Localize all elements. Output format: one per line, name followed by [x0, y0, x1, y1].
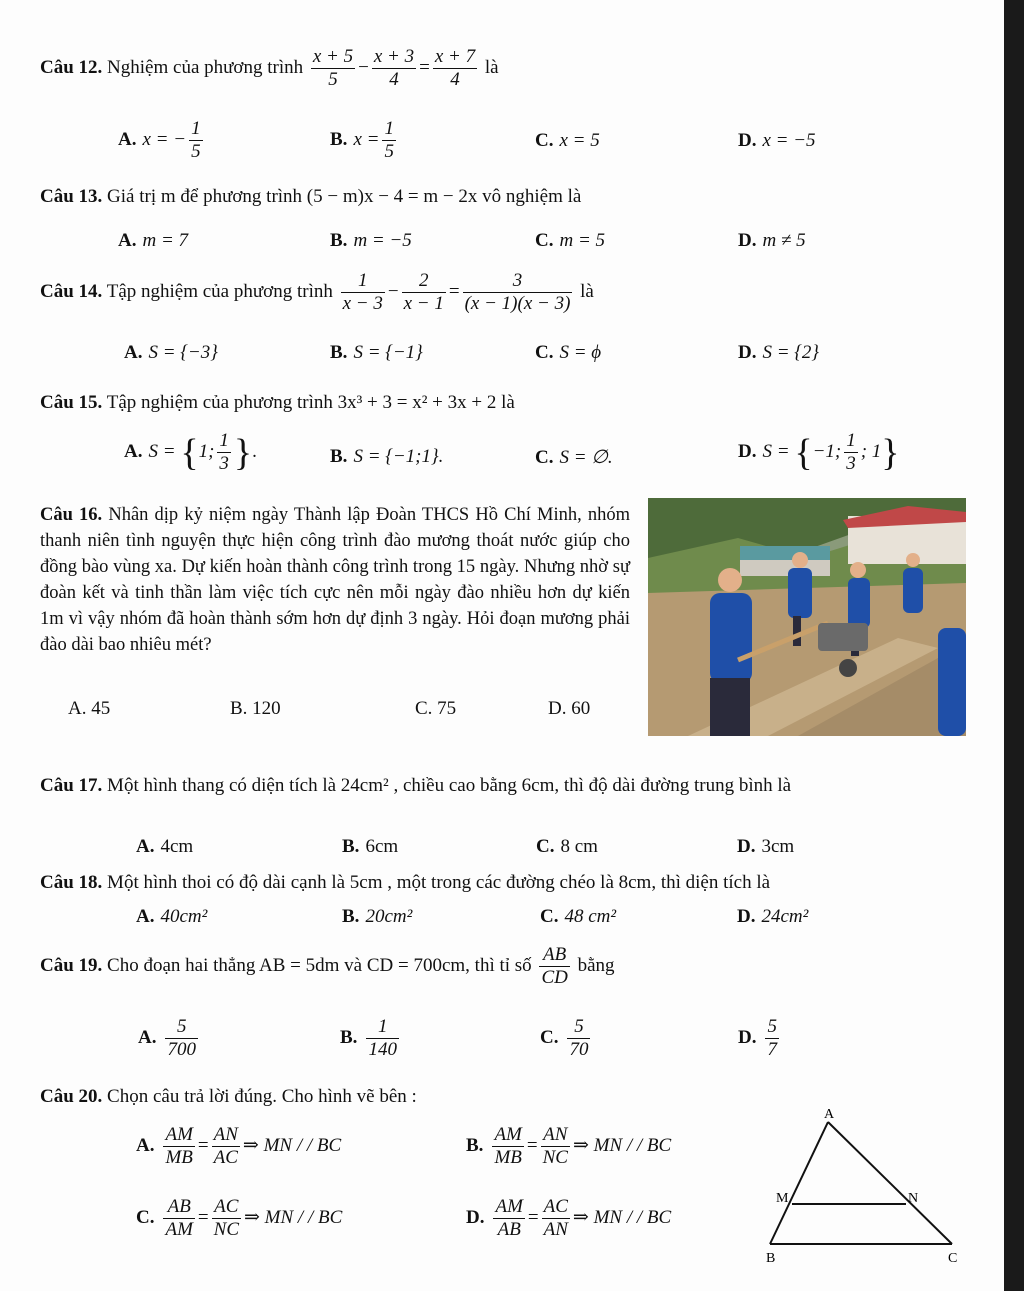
question-text: Một hình thang có diện tích là 24cm² , chiều cao bằng 6cm, thì độ dài đường trung bình là	[107, 775, 792, 796]
option-b[interactable]: B. S = {−1}	[330, 342, 423, 363]
question-text: Chọn câu trả lời đúng. Cho hình vẽ bên :	[107, 1086, 417, 1107]
option-a[interactable]: A. 4cm	[136, 836, 194, 857]
question-19: Câu 19. Cho đoạn hai thẳng AB = 5dm và CD = 700cm, thì tỉ số $\frac{AB}{CD}$ bằng	[40, 944, 615, 988]
question-text: Nhân dịp kỷ niệm ngày Thành lập Đoàn THCS Hồ Chí Minh, nhóm thanh niên tình nguyện thực hiện công trình đào mương thoát nước giúp cho đồng bào vùng xa. Dự kiến hoàn thành công trình trong 15 ngày. Nhưng nhờ sự đoàn kết và tinh thần làm việc tích cực nên mỗi ngày đào nhiều hơn dự kiến 1m vì vậy nhóm đã hoàn thành sớm hơn dự định 3 ngày. Hỏi đoạn mương phải đào dài bao nhiêu mét?	[40, 505, 630, 655]
option-a[interactable]: A. $\frac{5}{700}$	[138, 1016, 196, 1060]
option-a[interactable]: A. 40cm²	[136, 906, 208, 927]
option-d[interactable]: D. S = {2}	[738, 342, 820, 363]
option-a[interactable]: A. $\frac{AM}{MB}$ = $\frac{AN}{AC}$ ⇒ MN / / BC	[136, 1124, 342, 1168]
question-label: Câu 12.	[40, 57, 103, 79]
point-n: N	[908, 1191, 919, 1206]
point-b: B	[766, 1251, 776, 1266]
option-c[interactable]: C. m = 5	[535, 230, 606, 251]
question-16: Câu 16. Nhân dịp kỷ niệm ngày Thành lập Đoàn THCS Hồ Chí Minh, nhóm thanh niên tình nguyện thực hiện công trình đào mương thoát nước giúp cho đồng bào vùng xa. Dự kiến hoàn thành công trình trong 15 ngày. Nhưng nhờ sự đoàn kết và tinh thần làm việc tích cực nên mỗi ngày đào nhiều hơn dự kiến 1m vì vậy nhóm đã hoàn thành sớm hơn dự định 3 ngày. Hỏi đoạn mương phải đào dài bao nhiêu mét?	[40, 505, 630, 655]
option-d[interactable]: D. S = {−1; $\frac{1}{3}$ ; 1}	[738, 430, 900, 474]
dark-edge	[1004, 0, 1024, 1291]
option-b[interactable]: B. x = $\frac{1}{5}$	[330, 118, 394, 162]
option-b[interactable]: B. $\frac{1}{140}$	[340, 1016, 397, 1060]
point-a: A	[824, 1107, 835, 1122]
option-b[interactable]: B. 6cm	[342, 836, 399, 857]
option-b[interactable]: B. S = {−1;1}.	[330, 446, 444, 467]
option-c[interactable]: C. 8 cm	[536, 836, 598, 857]
question-18: Câu 18. Một hình thoi có độ dài cạnh là 5cm , một trong các đường chéo là 8cm, thì diện tích là	[40, 872, 771, 893]
point-c: C	[948, 1251, 958, 1266]
question-17: Câu 17. Một hình thang có diện tích là 24cm² , chiều cao bằng 6cm, thì độ dài đường trung bình là	[40, 775, 792, 796]
option-d[interactable]: D. $\frac{5}{7}$	[738, 1016, 777, 1060]
question-15: Câu 15. Tập nghiệm của phương trình 3x³ + 3 = x² + 3x + 2 là	[40, 392, 515, 413]
option-c[interactable]: C. S = ϕ	[535, 342, 602, 363]
option-c[interactable]: C. x = 5	[535, 130, 600, 151]
option-a[interactable]: A. S = {−3}	[124, 342, 218, 363]
option-d[interactable]: D. m ≠ 5	[738, 230, 806, 251]
option-b[interactable]: B. $\frac{AM}{MB}$ = $\frac{AN}{NC}$ ⇒ MN / / BC	[466, 1124, 672, 1168]
triangle-diagram	[756, 1104, 966, 1274]
option-a[interactable]: A. x = − $\frac{1}{5}$	[118, 118, 201, 162]
option-d[interactable]: D. x = −5	[738, 130, 816, 151]
option-a[interactable]: A. 45	[68, 698, 111, 719]
question-text: Tập nghiệm của phương trình	[106, 281, 333, 303]
option-b[interactable]: B. 20cm²	[342, 906, 413, 927]
option-d[interactable]: D. 3cm	[737, 836, 795, 857]
point-m: M	[776, 1191, 789, 1206]
option-d[interactable]: D. 24cm²	[737, 906, 809, 927]
fraction: $\frac{x + 7}{4}$	[434, 46, 476, 90]
option-d[interactable]: D. $\frac{AM}{AB}$ = $\frac{AC}{AN}$ ⇒ MN / / BC	[466, 1196, 672, 1240]
side-ab	[770, 1122, 828, 1244]
fraction: $\frac{x + 3}{4}$	[373, 46, 415, 90]
question-text: Một hình thoi có độ dài cạnh là 5cm , một trong các đường chéo là 8cm, thì diện tích là	[107, 872, 771, 893]
question-20: Câu 20. Chọn câu trả lời đúng. Cho hình vẽ bên :	[40, 1086, 417, 1107]
option-a[interactable]: A. m = 7	[118, 230, 189, 251]
question-text: Cho đoạn hai thẳng AB = 5dm và CD = 700cm, thì tỉ số	[107, 955, 532, 977]
fraction: $\frac{x + 5}{5}$	[312, 46, 354, 90]
option-b[interactable]: B. 120	[230, 698, 281, 719]
side-ac	[828, 1122, 952, 1244]
option-b[interactable]: B. m = −5	[330, 230, 412, 251]
question-12: Câu 12. Nghiệm của phương trình $\frac{x + 5}{5}$ − $\frac{x + 3}{4}$ = $\frac{x + 7}{4}$ là	[40, 46, 499, 90]
question-13: Câu 13. Giá trị m để phương trình (5 − m)x − 4 = m − 2x vô nghiệm là	[40, 186, 582, 207]
option-c[interactable]: C. S = ∅.	[535, 447, 613, 468]
option-d[interactable]: D. 60	[548, 698, 591, 719]
question-text: Tập nghiệm của phương trình 3x³ + 3 = x² + 3x + 2 là	[106, 392, 515, 413]
option-c[interactable]: C. 48 cm²	[540, 906, 617, 927]
volunteer-photo	[648, 498, 966, 736]
question-text: Giá trị m để phương trình (5 − m)x − 4 = m − 2x vô nghiệm là	[107, 186, 582, 207]
question-text: Nghiệm của phương trình	[107, 57, 304, 79]
question-14: Câu 14. Tập nghiệm của phương trình $\frac{1}{x - 3}$ − $\frac{2}{x - 1}$ = $\frac{3}{(x - 1)(x - 3)}$ là	[40, 270, 594, 314]
option-c[interactable]: C. $\frac{AB}{AM}$ = $\frac{AC}{NC}$ ⇒ MN / / BC	[136, 1196, 343, 1240]
option-c[interactable]: C. 75	[415, 698, 457, 719]
option-a[interactable]: A. S = {1; $\frac{1}{3}$ }.	[124, 430, 257, 474]
option-c[interactable]: C. $\frac{5}{70}$	[540, 1016, 589, 1060]
